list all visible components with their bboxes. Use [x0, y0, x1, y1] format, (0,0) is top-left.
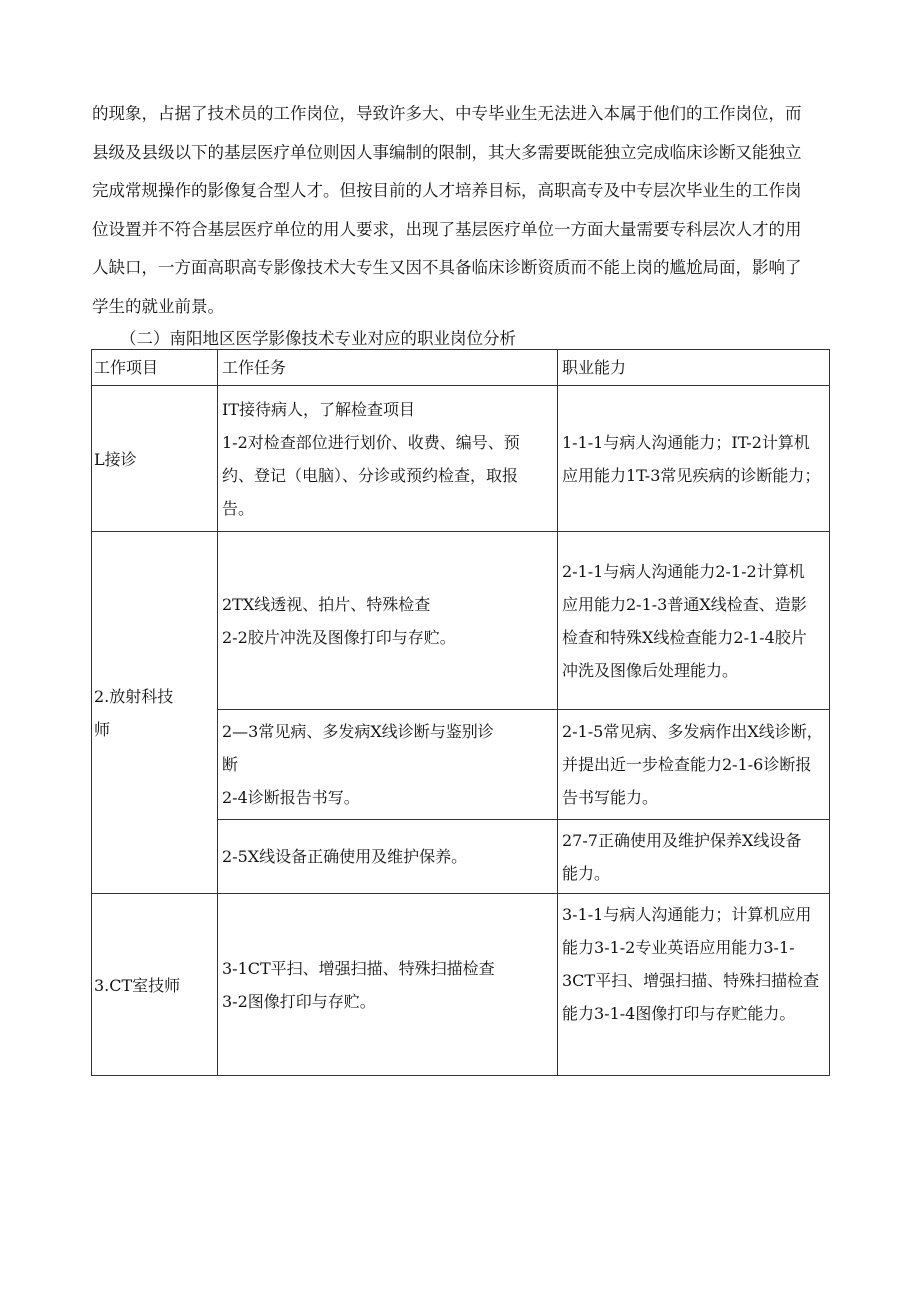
ability-line: 并提出近一步检查能力2-1-6诊断报: [562, 755, 812, 774]
ability-line: 能力3-1-2专业英语应用能力3-1-: [562, 938, 795, 957]
ability-cell: [558, 532, 830, 710]
ability-line: 能力。: [562, 863, 611, 883]
task-line: 3-2图像打印与存贮。: [222, 991, 376, 1011]
project-line: 师: [94, 719, 111, 739]
ability-line: 能力3-1-4图像打印与存贮能力。: [562, 1004, 796, 1023]
header-cell-ability: 职业能力: [558, 350, 830, 386]
ability-cell: [558, 386, 830, 532]
paragraph-line: 县级及县级以下的基层医疗单位则因人事编制的限制，其大多需要既能独立完成临床诊断又能独立: [92, 142, 802, 162]
task-cell: [218, 820, 558, 894]
task-cell: [218, 532, 558, 710]
project-cell: [92, 532, 218, 894]
table-row: [92, 894, 830, 1076]
ability-line: 2-1-5常见病、多发病作出X线诊断，: [562, 722, 823, 741]
project-line: 2.放射科技: [94, 686, 174, 706]
task-line: 1-2对检查部位进行划价、收费、编号、预: [222, 432, 520, 452]
task-line: 2-2胶片冲洗及图像打印与存贮。: [222, 627, 456, 647]
paragraph-line: 完成常规操作的影像复合型人才。但按目前的人才培养目标，高职高专及中专层次毕业生的工作岗: [92, 181, 802, 200]
project-cell: 3.CT室技师: [92, 894, 218, 1076]
ability-line: 1-1-1与病人沟通能力；IT-2计算机: [562, 432, 810, 452]
paragraph-line: 位设置并不符合基层医疗单位的用人要求，出现了基层医疗单位一方面大量需要专科层次人才的用: [92, 219, 802, 239]
task-line: 2—3常见病、多发病X线诊断与鉴别诊: [222, 722, 494, 741]
project-cell: L接诊: [92, 386, 218, 532]
ability-cell: [558, 894, 830, 1076]
body-paragraph: [92, 95, 832, 326]
ability-line: 应用能力2-1-3普通X线检查、造影: [562, 594, 807, 614]
ability-line: 3-1-1与病人沟通能力；计算机应用: [562, 905, 812, 924]
task-cell: [218, 710, 558, 820]
task-line: 2-4诊断报告书写。: [222, 788, 360, 807]
ability-cell: [558, 820, 830, 894]
ability-cell: [558, 710, 830, 820]
task-line: 2-5X线设备正确使用及维护保养。: [222, 847, 468, 866]
paragraph-line: 的现象，占据了技术员的工作岗位，导致许多大、中专毕业生无法进入本属于他们的工作岗位，而: [92, 104, 802, 123]
task-line: 2TX线透视、拍片、特殊检查: [222, 594, 431, 614]
header-cell-task: 工作任务: [218, 350, 558, 386]
ability-line: 3CT平扫、增强扫描、特殊扫描检查: [562, 971, 820, 990]
ability-line: 应用能力1T-3常见疾病的诊断能力；: [562, 465, 821, 485]
task-cell: [218, 894, 558, 1076]
paragraph-line: 人缺口，一方面高职高专影像技术大专生又因不具备临床诊断资质而不能上岗的尴尬局面，影响了: [92, 258, 802, 277]
task-cell: [218, 386, 558, 532]
ability-line: 2-1-1与病人沟通能力2-1-2计算机: [562, 561, 805, 581]
task-line: 约、登记（电脑）、分诊或预约检查，取报: [222, 465, 519, 485]
ability-line: 检查和特殊X线检查能力2-1-4胶片: [562, 627, 807, 647]
task-line: 3-1CT平扫、增强扫描、特殊扫描检查: [222, 958, 495, 978]
header-cell-project: 工作项目: [92, 350, 218, 386]
job-analysis-table: [91, 349, 830, 1076]
table-header-row: [92, 350, 830, 386]
ability-line: 27-7正确使用及维护保养X线设备: [562, 830, 802, 850]
table-row: [92, 386, 830, 532]
section-heading: （二）南阳地区医学影像技术专业对应的职业岗位分析: [120, 329, 516, 348]
ability-line: 冲洗及图像后处理能力。: [562, 660, 739, 680]
paragraph-line: 学生的就业前景。: [92, 296, 224, 316]
table-row: [92, 532, 830, 710]
task-line: IT接待病人，了解检查项目: [222, 399, 415, 419]
task-line: 断: [222, 755, 239, 774]
ability-line: 告书写能力。: [562, 788, 659, 807]
task-line: 告。: [222, 498, 255, 518]
